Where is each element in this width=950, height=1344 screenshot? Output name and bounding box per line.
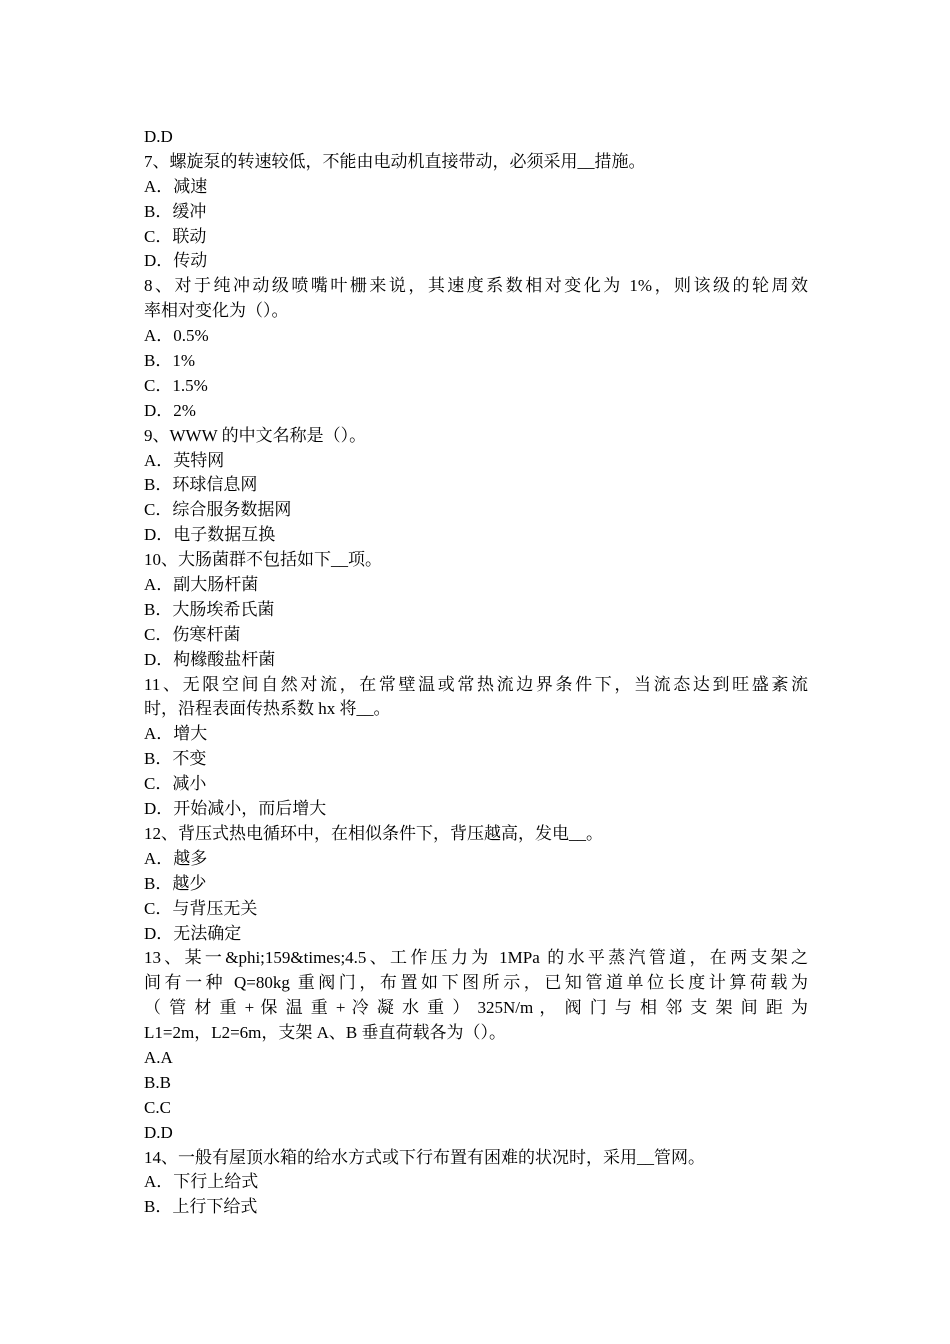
question-13: 13、某一&phi;159&times;4.5、工作压力为 1MPa 的水平蒸汽管道，在两支架之 [144, 948, 808, 968]
option-b: B．越少 [144, 873, 207, 893]
option-d: D．传动 [144, 251, 208, 271]
question-12: 12、背压式热电循环中，在相似条件下，背压越高，发电__。 [144, 823, 603, 843]
option-a: A．越多 [144, 848, 208, 868]
option-b: B．缓冲 [144, 201, 207, 221]
option-c: C．与背压无关 [144, 898, 258, 918]
option-c: C．减小 [144, 774, 207, 794]
option-c: C．伤寒杆菌 [144, 624, 241, 644]
option-a: A.A [144, 1047, 173, 1067]
question-8-cont: 率相对变化为（）。 [144, 301, 289, 321]
option-a: A．下行上给式 [144, 1172, 259, 1192]
question-11-cont: 时，沿程表面传热系数 hx 将__。 [144, 699, 391, 719]
text-line: D.D [144, 127, 173, 146]
option-d: D.D [144, 1122, 173, 1142]
question-14: 14、一般有屋顶水箱的给水方式或下行布置有困难的状况时，采用__管网。 [144, 1147, 705, 1167]
option-c: C．综合服务数据网 [144, 500, 292, 520]
option-b: B．上行下给式 [144, 1197, 258, 1217]
question-13-cont: L1=2m，L2=6m，支架 A、B 垂直荷载各为（）。 [144, 1023, 507, 1043]
option-d: D．无法确定 [144, 923, 242, 943]
option-d: D．电子数据互换 [144, 525, 276, 545]
document-page [144, 125, 808, 1220]
option-a: A．增大 [144, 724, 208, 744]
option-d: D．枸橼酸盐杆菌 [144, 649, 276, 669]
option-d: D．开始减小，而后增大 [144, 799, 327, 819]
option-b: B．大肠埃希氏菌 [144, 599, 275, 619]
option-c: C.C [144, 1097, 171, 1117]
option-b: B．不变 [144, 749, 207, 769]
option-d: D．2% [144, 400, 196, 420]
question-13-cont: 间有一种 Q=80kg 重阀门，布置如下图所示，已知管道单位长度计算荷载为 [144, 973, 808, 993]
option-c: C．1.5% [144, 375, 208, 395]
option-a: A．英特网 [144, 450, 225, 470]
option-b: B.B [144, 1072, 171, 1092]
option-a: A．副大肠杆菌 [144, 575, 259, 595]
option-b: B．环球信息网 [144, 475, 258, 495]
option-c: C．联动 [144, 226, 207, 246]
question-7: 7、螺旋泵的转速较低，不能由电动机直接带动，必须采用__措施。 [144, 151, 646, 171]
option-a: A．减速 [144, 176, 208, 196]
question-10: 10、大肠菌群不包括如下__项。 [144, 550, 382, 570]
question-11: 11、无限空间自然对流，在常壁温或常热流边界条件下，当流态达到旺盛紊流 [144, 674, 808, 694]
option-a: A．0.5% [144, 326, 209, 346]
question-9: 9、WWW 的中文名称是（）。 [144, 425, 367, 445]
question-8: 8、对于纯冲动级喷嘴叶栅来说，其速度系数相对变化为 1%，则该级的轮周效 [144, 276, 808, 296]
question-13-cont: （ 管 材 重 + 保 温 重 + 冷 凝 水 重 ） 325N/m ， 阀 门 与 相 邻 支 架 间 距 为 [144, 998, 808, 1018]
option-b: B．1% [144, 351, 195, 371]
